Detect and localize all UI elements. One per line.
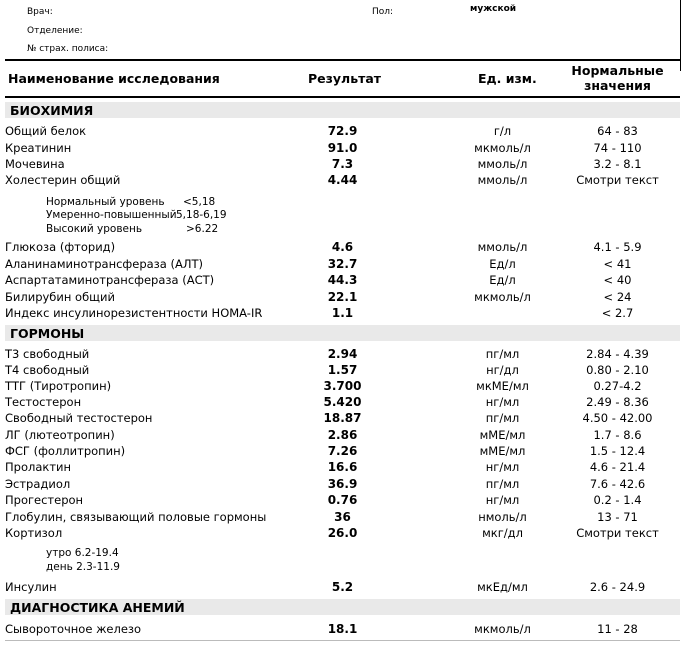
test-norm: 4.50 - 42.00 xyxy=(582,411,653,425)
test-result: 2.86 xyxy=(327,428,358,442)
test-norm: 4.1 - 5.9 xyxy=(593,240,642,254)
test-norm: 1.7 - 8.6 xyxy=(593,428,642,442)
test-norm: 0.80 - 2.10 xyxy=(586,363,649,377)
test-name: Общий белок xyxy=(5,124,87,138)
section-bar xyxy=(5,325,680,341)
section-hormones xyxy=(0,325,697,344)
section-bar xyxy=(5,102,680,118)
test-name: ФСГ (фоллитропин) xyxy=(5,444,126,458)
test-name: Глобулин, связывающий половые гормоны xyxy=(5,510,267,524)
table-row xyxy=(0,622,697,638)
test-name: Аспартатаминотрансфераза (АСТ) xyxy=(5,273,215,287)
test-name: ТТГ (Тиротропин) xyxy=(5,379,112,393)
test-norm: 2.49 - 8.36 xyxy=(586,395,649,409)
test-unit: нг/мл xyxy=(485,460,520,474)
note-label: Нормальный уровень xyxy=(46,196,165,208)
test-name: Билирубин общий xyxy=(5,290,115,304)
test-norm: 4.6 - 21.4 xyxy=(589,460,646,474)
column-name-header: Наименование исследования xyxy=(8,71,220,86)
test-unit: мкмоль/л xyxy=(474,290,531,304)
table-row xyxy=(0,173,697,189)
test-norm: 2.84 - 4.39 xyxy=(586,347,649,361)
section-anemia xyxy=(0,599,697,618)
table-row xyxy=(0,510,697,526)
column-norm-line2: значения xyxy=(584,78,651,93)
test-unit: пг/мл xyxy=(485,477,520,491)
column-result-header: Результат xyxy=(308,71,382,86)
test-norm: 2.6 - 24.9 xyxy=(589,580,646,594)
policy-label: № страх. полиса: xyxy=(27,44,109,54)
test-unit: Ед/л xyxy=(489,273,516,287)
test-unit: мМЕ/мл xyxy=(479,428,526,442)
test-name: ЛГ (лютеотропин) xyxy=(5,428,115,442)
test-norm: < 41 xyxy=(603,257,632,271)
note-value: >6.22 xyxy=(186,223,219,235)
table-row xyxy=(0,580,697,596)
test-unit: пг/мл xyxy=(485,411,520,425)
department-label: Отделение: xyxy=(27,26,83,36)
test-result: 7.3 xyxy=(331,157,354,171)
column-norm-line1: Нормальные xyxy=(571,63,664,78)
test-result: 3.700 xyxy=(323,379,362,393)
test-result: 36 xyxy=(334,510,351,524)
test-unit: ммоль/л xyxy=(477,240,528,254)
test-unit: мкМЕ/мл xyxy=(476,379,529,393)
table-row xyxy=(0,411,697,427)
table-row xyxy=(0,157,697,173)
test-result: 2.94 xyxy=(327,347,358,361)
table-row xyxy=(0,347,697,363)
test-name: Сывороточное железо xyxy=(5,622,142,636)
test-result: 44.3 xyxy=(327,273,358,287)
table-row xyxy=(0,477,697,493)
test-name: Аланинаминотрансфераза (АЛТ) xyxy=(5,257,203,271)
note-value: <5,18 xyxy=(183,196,216,208)
section-title: ДИАГНОСТИКА АНЕМИЙ xyxy=(10,600,185,615)
test-norm: Смотри текст xyxy=(576,526,659,540)
test-result: 1.57 xyxy=(327,363,358,377)
test-norm: 11 - 28 xyxy=(597,622,638,636)
table-row xyxy=(0,444,697,460)
test-result: 0.76 xyxy=(327,493,358,507)
header-bottom-rule xyxy=(5,96,680,98)
test-norm: 64 - 83 xyxy=(597,124,638,138)
section-title: ГОРМОНЫ xyxy=(10,326,85,341)
sex-value: мужской xyxy=(470,4,517,14)
test-name: Мочевина xyxy=(5,157,65,171)
test-norm: 1.5 - 12.4 xyxy=(589,444,646,458)
test-name: Пролактин xyxy=(5,460,72,474)
section-title: БИОХИМИЯ xyxy=(10,103,94,118)
test-unit: ммоль/л xyxy=(477,157,528,171)
note-label: Умеренно-повышенный xyxy=(46,209,177,221)
test-unit: мкмоль/л xyxy=(474,141,531,155)
test-unit: мкг/дл xyxy=(482,526,523,540)
section-biochemistry xyxy=(0,102,697,121)
test-result: 5.2 xyxy=(331,580,354,594)
test-name: Кортизол xyxy=(5,526,63,540)
test-result: 72.9 xyxy=(327,124,358,138)
test-unit: мкмоль/л xyxy=(474,622,531,636)
test-name: Тестостерон xyxy=(5,395,82,409)
test-norm: 13 - 71 xyxy=(597,510,638,524)
test-unit: мкЕд/мл xyxy=(477,580,528,594)
table-row xyxy=(0,141,697,157)
test-unit: мМЕ/мл xyxy=(479,444,526,458)
table-row xyxy=(0,460,697,476)
test-name: Т4 свободный xyxy=(5,363,90,377)
test-norm: < 24 xyxy=(603,290,632,304)
test-name: Т3 свободный xyxy=(5,347,90,361)
table-row xyxy=(0,395,697,411)
test-norm: < 40 xyxy=(603,273,632,287)
doctor-label: Врач: xyxy=(27,7,53,17)
column-norm-header xyxy=(560,63,675,93)
right-border xyxy=(680,0,681,71)
test-unit: Ед/л xyxy=(489,257,516,271)
test-name: Холестерин общий xyxy=(5,173,121,187)
test-result: 18.1 xyxy=(327,622,358,636)
test-name: Креатинин xyxy=(5,141,72,155)
test-unit: пг/мл xyxy=(485,347,520,361)
note-text: день 2.3-11.9 xyxy=(46,561,120,573)
table-row xyxy=(0,240,697,256)
patient-info xyxy=(0,0,697,60)
note-label: Высокий уровень xyxy=(46,223,143,235)
test-result: 26.0 xyxy=(327,526,358,540)
test-result: 91.0 xyxy=(327,141,358,155)
test-name: Прогестерон xyxy=(5,493,84,507)
table-row xyxy=(0,273,697,289)
row-rule xyxy=(5,640,680,641)
test-result: 16.6 xyxy=(327,460,358,474)
test-name: Свободный тестостерон xyxy=(5,411,153,425)
note-text: утро 6.2-19.4 xyxy=(46,547,119,559)
test-unit: нмоль/л xyxy=(478,510,527,524)
test-result: 36.9 xyxy=(327,477,358,491)
test-name: Глюкоза (фторид) xyxy=(5,240,116,254)
test-result: 5.420 xyxy=(323,395,362,409)
test-result: 4.6 xyxy=(331,240,354,254)
test-unit: нг/дл xyxy=(486,363,519,377)
test-result: 1.1 xyxy=(331,306,354,320)
table-row xyxy=(0,428,697,444)
test-norm: Смотри текст xyxy=(576,173,659,187)
header-top-rule xyxy=(5,59,680,61)
table-row xyxy=(0,526,697,542)
test-result: 7.26 xyxy=(327,444,358,458)
test-name: Индекс инсулинорезистентности HOMA-IR xyxy=(5,306,263,320)
test-result: 4.44 xyxy=(327,173,358,187)
test-unit: нг/мл xyxy=(485,493,520,507)
test-norm: < 2.7 xyxy=(601,306,634,320)
table-row xyxy=(0,379,697,395)
table-row xyxy=(0,306,697,322)
table-row xyxy=(0,363,697,379)
column-unit-header: Ед. изм. xyxy=(478,71,537,86)
table-row xyxy=(0,257,697,273)
test-norm: 0.2 - 1.4 xyxy=(593,493,642,507)
test-name: Инсулин xyxy=(5,580,57,594)
test-unit: нг/мл xyxy=(485,395,520,409)
table-row xyxy=(0,290,697,306)
test-name: Эстрадиол xyxy=(5,477,71,491)
table-row xyxy=(0,124,697,140)
test-norm: 74 - 110 xyxy=(593,141,642,155)
test-norm: 3.2 - 8.1 xyxy=(593,157,642,171)
test-unit: г/л xyxy=(493,124,512,138)
note-value: 5,18-6,19 xyxy=(176,209,227,221)
test-unit: ммоль/л xyxy=(477,173,528,187)
test-result: 18.87 xyxy=(323,411,362,425)
sex-label: Пол: xyxy=(372,7,394,17)
test-result: 22.1 xyxy=(327,290,358,304)
test-norm: 7.6 - 42.6 xyxy=(589,477,646,491)
test-norm: 0.27-4.2 xyxy=(593,379,642,393)
test-result: 32.7 xyxy=(327,257,358,271)
table-row xyxy=(0,493,697,509)
